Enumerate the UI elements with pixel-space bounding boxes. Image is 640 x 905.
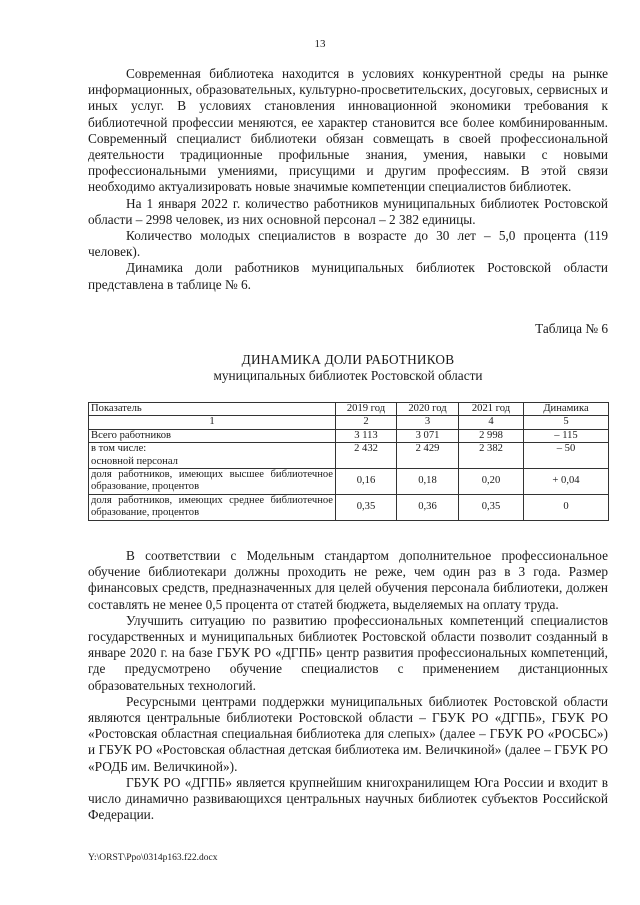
cell-value: 2 429 [397, 443, 459, 469]
row-label-line: основной персонал [91, 455, 178, 467]
column-number: 5 [524, 416, 609, 429]
cell-value: 0,18 [397, 469, 459, 495]
file-path-footer: Y:\ORST\Ppo\0314p163.f22.docx [88, 853, 218, 863]
paragraph: Количество молодых специалистов в возрасте до 30 лет – 5,0 процента (119 человек). [88, 228, 608, 260]
cell-value: – 50 [524, 443, 609, 469]
column-number: 1 [89, 416, 336, 429]
paragraph: Современная библиотека находится в условиях конкурентной среды на рынке информационных, образовательных, культурно-просветительских, досуговых, сервисных и иных услуг. В условиях становления инновационной экономики требования к библиотечной профессии меняются, ее характер становится все более комбинированным. Современный специалист библиотеки обязан совмещать в своей профессиональной деятельности традиционные профильные знания, умения, навыки с новыми профессиональными умениями, присущими и другим профессиям. В этой связи необходимо актуализировать новые значимые компетенции специалистов библиотек. [88, 66, 608, 195]
table-heading [88, 352, 608, 383]
page-number: 13 [314, 38, 326, 50]
cell-value: 0,16 [336, 469, 397, 495]
column-number: 4 [459, 416, 524, 429]
row-label: доля работников, имеющих высшее библиотечное образование, процентов [89, 469, 336, 495]
table-numbering-row [89, 416, 609, 429]
header-dynamics: Динамика [524, 403, 609, 416]
cell-value: 2 432 [336, 443, 397, 469]
staff-dynamics-table [88, 402, 609, 521]
header-indicator: Показатель [89, 403, 336, 416]
cell-value: 0,35 [459, 494, 524, 520]
header-2019: 2019 год [336, 403, 397, 416]
cell-value: + 0,04 [524, 469, 609, 495]
paragraph: Динамика доли работников муниципальных библиотек Ростовской области представлена в таблице № 6. [88, 260, 608, 292]
paragraph: На 1 января 2022 г. количество работников муниципальных библиотек Ростовской области – 2998 человек, из них основной персонал – 2 382 единицы. [88, 195, 608, 227]
row-label-line: в том числе: [91, 443, 147, 455]
intro-text [88, 66, 608, 293]
cell-value: 2 382 [459, 443, 524, 469]
table-row [89, 443, 609, 469]
paragraph: Улучшить ситуацию по развитию профессиональных компетенций специалистов государственных и муниципальных библиотек Ростовской области позволит созданный в январе 2020 г. на базе ГБУК РО «ДГПБ» центр развития профессиональных компетенций, где предусмотрено обучение специалистов с применением дистанционных образовательных технологий. [88, 612, 608, 693]
header-2021: 2021 год [459, 403, 524, 416]
cell-value: 0,35 [336, 494, 397, 520]
cell-value: 2 998 [459, 429, 524, 442]
paragraph: В соответствии с Модельным стандартом дополнительное профессиональное обучение библиотекари должны проходить не реже, чем один раз в 3 года. Размер финансовых средств, предназначенных для целей обучения персонала библиотеки, должен составлять не менее 0,5 процента от статей бюджета, выделяемых на оплату труда. [88, 548, 608, 612]
cell-value: 0,20 [459, 469, 524, 495]
cell-value: 3 113 [336, 429, 397, 442]
table-caption: Таблица № 6 [535, 321, 608, 336]
cell-value: 0 [524, 494, 609, 520]
paragraph: ГБУК РО «ДГПБ» является крупнейшим книгохранилищем Юга России и входит в число динамично развивающихся центральных научных библиотек субъектов Российской Федерации. [88, 774, 608, 823]
row-label: доля работников, имеющих среднее библиотечное образование, процентов [89, 494, 336, 520]
table-row [89, 429, 609, 442]
table-title: ДИНАМИКА ДОЛИ РАБОТНИКОВ [241, 352, 455, 367]
table-row [89, 494, 609, 520]
row-label: Всего работников [89, 429, 336, 442]
column-number: 3 [397, 416, 459, 429]
row-label [89, 443, 336, 469]
paragraph: Ресурсными центрами поддержки муниципальных библиотек Ростовской области являются центральные библиотеки Ростовской области – ГБУК РО «ДГПБ», ГБУК РО «Ростовская областная специальная библиотека для слепых» (далее – ГБУК РО «РОСБС») и ГБУК РО «Ростовская областная детская библиотека им. Величкиной» (далее – ГБУК РО «РОДБ им. Величкиной»). [88, 693, 608, 774]
cell-value: – 115 [524, 429, 609, 442]
header-2020: 2020 год [397, 403, 459, 416]
column-number: 2 [336, 416, 397, 429]
table-subtitle: муниципальных библиотек Ростовской области [213, 367, 483, 383]
cell-value: 0,36 [397, 494, 459, 520]
staff-table-container [88, 402, 608, 521]
table-header-row [89, 403, 609, 416]
cell-value: 3 071 [397, 429, 459, 442]
table-row [89, 469, 609, 495]
body-text [88, 548, 608, 823]
